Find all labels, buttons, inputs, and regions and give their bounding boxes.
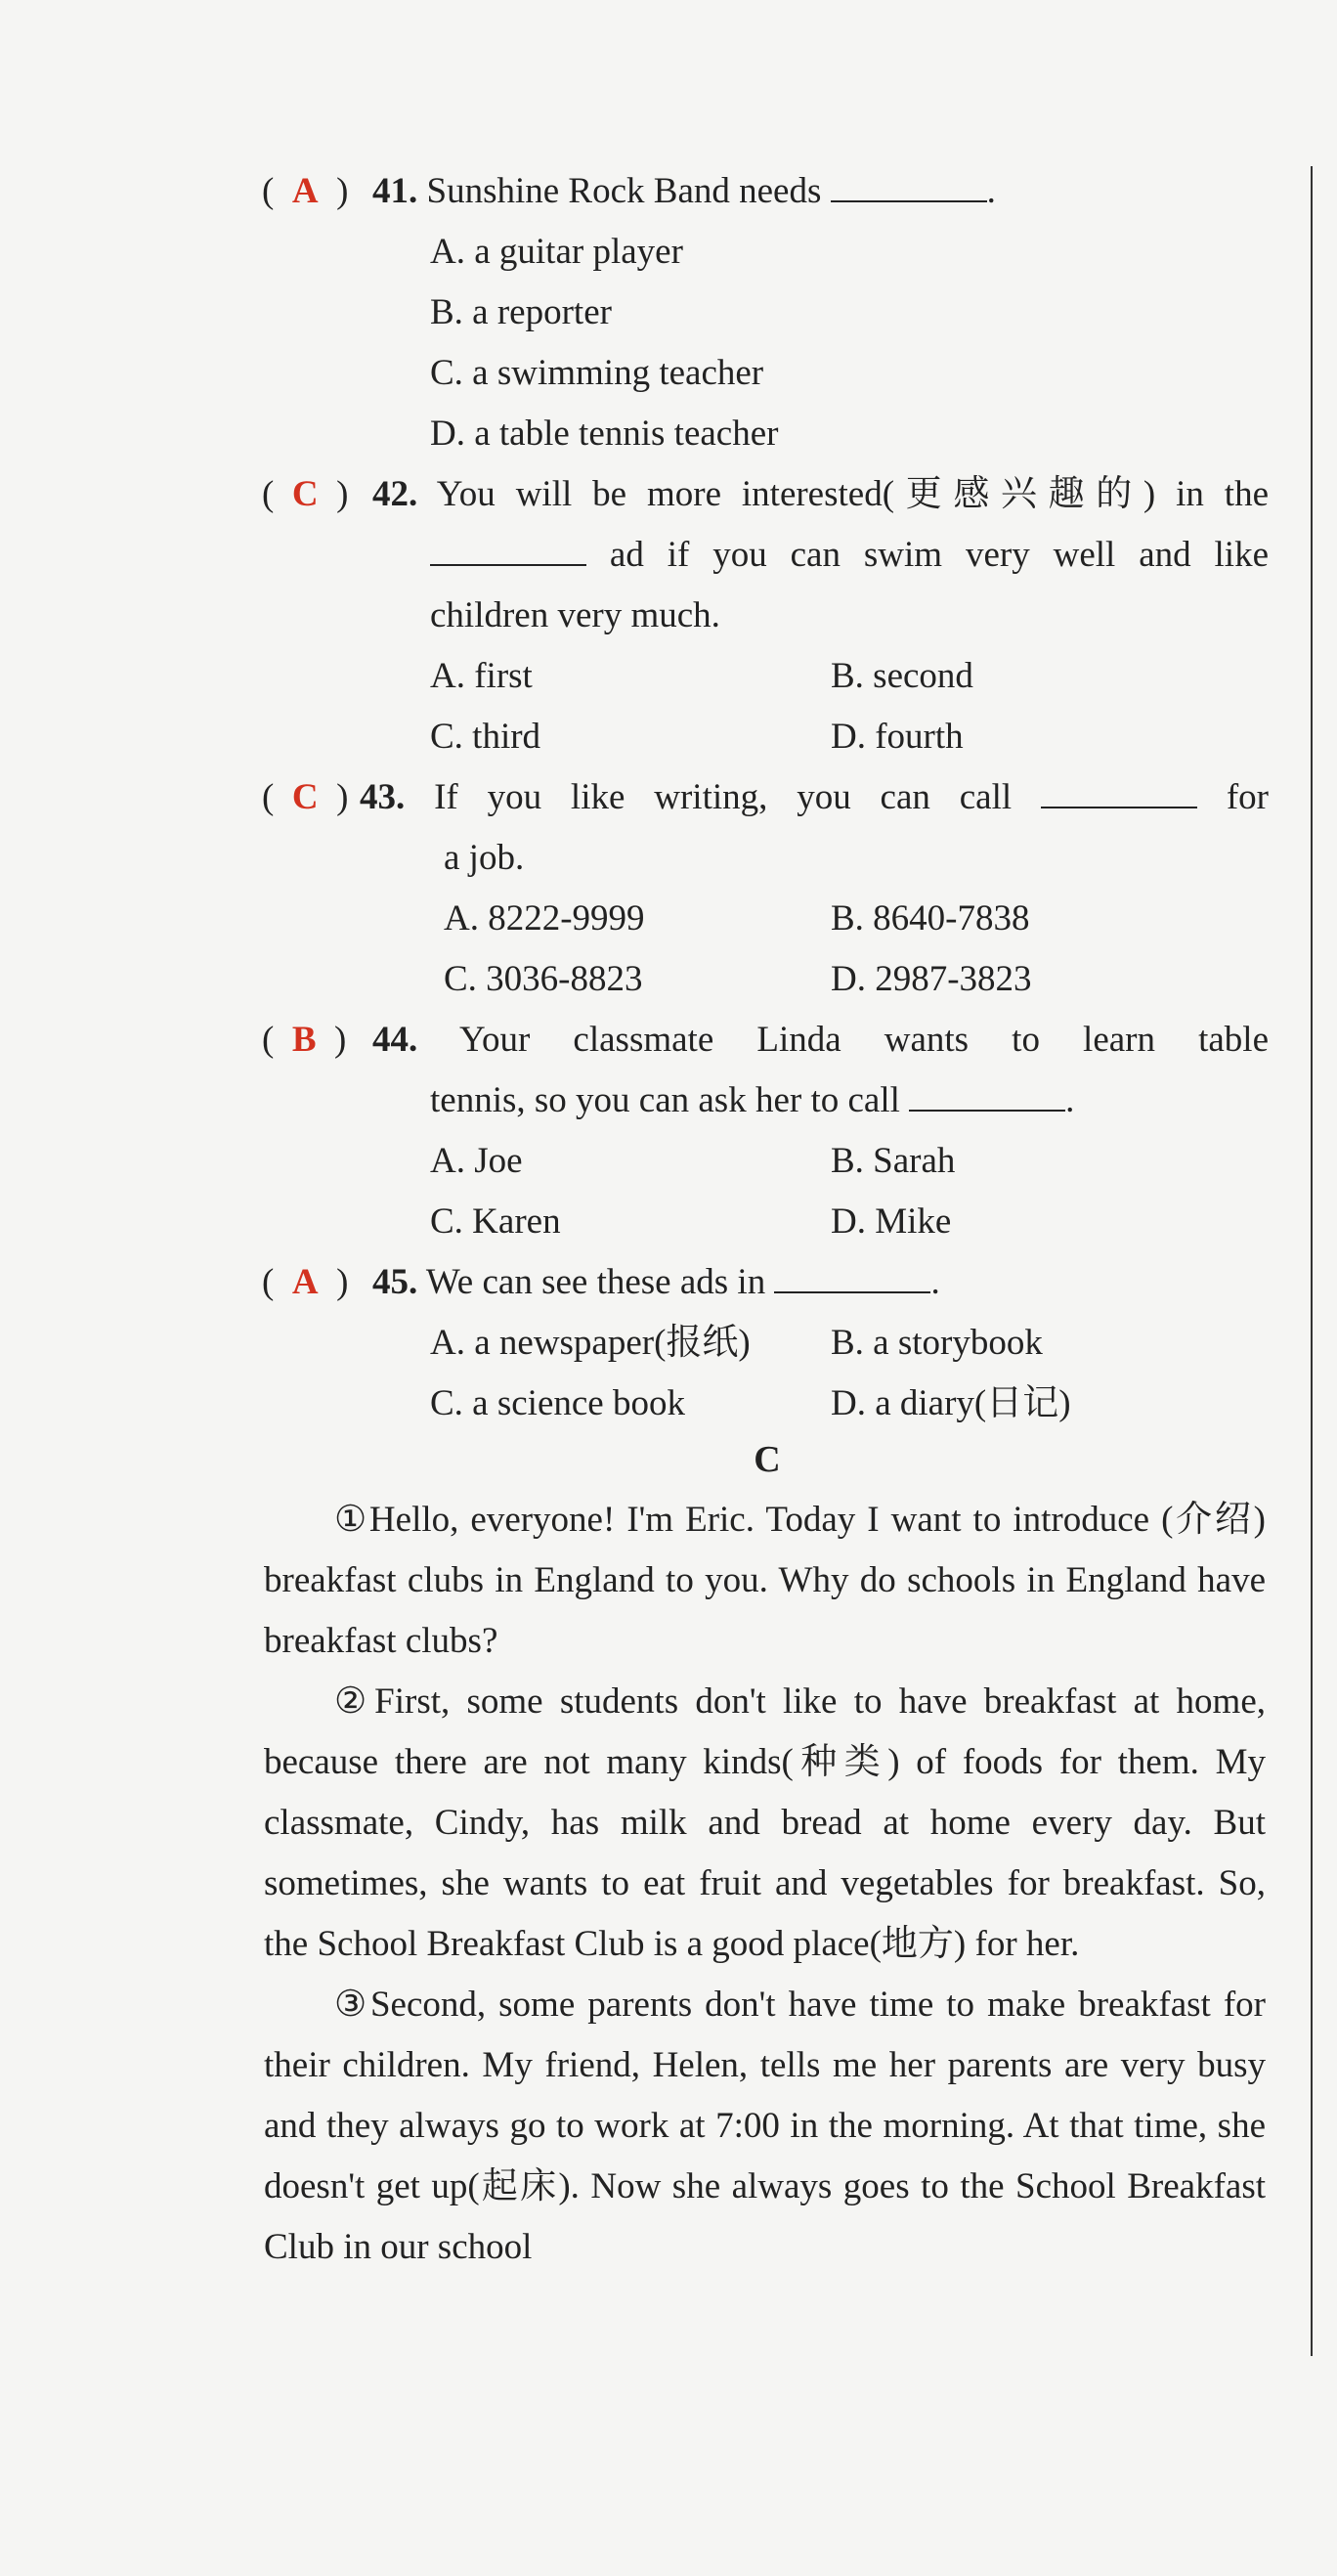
question-number: 41. bbox=[372, 171, 418, 211]
option-d: D. 2987-3823 bbox=[831, 959, 1032, 999]
question-stem: 45. We can see these ads in . bbox=[372, 1262, 940, 1302]
answer-letter: C bbox=[291, 474, 319, 514]
question-stem-line3: children very much. bbox=[430, 595, 720, 635]
option-a: A. 8222-9999 bbox=[444, 898, 645, 939]
option-c: C. 3036-8823 bbox=[444, 959, 643, 999]
answer-letter: A bbox=[291, 1262, 319, 1302]
answer-letter: C bbox=[291, 777, 319, 817]
option-c: C. Karen bbox=[430, 1201, 561, 1242]
question-stem: 41. Sunshine Rock Band needs . bbox=[372, 171, 996, 211]
question-number: 42. bbox=[372, 474, 418, 514]
answer-letter: B bbox=[291, 1020, 317, 1060]
option-d: D. a diary(日记) bbox=[831, 1383, 1071, 1423]
question-45 bbox=[262, 1252, 1269, 1438]
paragraph-3: ③Second, some parents don't have time to make breakfast for their children. My friend, Helen, tells me her parents are very busy and they always go to work at 7:00 in the morning. At that time, she doesn't get up(起床). Now she always goes to the School Breakfast Club in our school bbox=[264, 1985, 1266, 2267]
answer-bracket: ( A ) bbox=[262, 171, 349, 211]
question-stem-line1: 44. Your classmate Linda wants to learn table bbox=[372, 1020, 1269, 1060]
question-stem-line1: 42. You will be more interested(更感兴趣的) in the bbox=[372, 474, 1269, 514]
question-43 bbox=[262, 767, 1269, 1012]
option-a: A. a newspaper(报纸) bbox=[430, 1323, 751, 1363]
option-a: A. first bbox=[430, 656, 533, 696]
option-a: A. a guitar player bbox=[430, 232, 683, 272]
option-c: C. a swimming teacher bbox=[430, 353, 764, 393]
option-b: B. a storybook bbox=[831, 1323, 1043, 1363]
option-b: B. Sarah bbox=[831, 1141, 956, 1181]
answer-letter: A bbox=[291, 171, 319, 211]
answer-blank bbox=[430, 535, 586, 566]
answer-blank bbox=[1041, 777, 1197, 808]
option-b: B. 8640-7838 bbox=[831, 898, 1030, 939]
question-number: 44. bbox=[372, 1020, 418, 1060]
paragraph-1: ①Hello, everyone! I'm Eric. Today I want to introduce (介绍) breakfast clubs in England to you. Why do schools in England have breakfast clubs? bbox=[264, 1500, 1266, 1661]
answer-blank bbox=[774, 1262, 930, 1293]
question-42 bbox=[262, 464, 1269, 767]
question-stem-line1: 43. If you like writing, you can call for bbox=[360, 777, 1269, 817]
question-44 bbox=[262, 1010, 1269, 1254]
question-stem-line2: ad if you can swim very well and like bbox=[430, 525, 1269, 586]
option-b: B. second bbox=[831, 656, 973, 696]
option-c: C. third bbox=[430, 717, 541, 757]
option-c: C. a science book bbox=[430, 1383, 685, 1423]
question-number: 43. bbox=[360, 777, 406, 817]
answer-bracket: ( C ) bbox=[262, 777, 349, 817]
answer-bracket: ( B ) bbox=[262, 1020, 347, 1060]
paragraph-2: ②First, some students don't like to have breakfast at home, because there are not many kinds(种类) of foods for them. My classmate, Cindy, has milk and bread at home every day. But sometimes, she wants to eat fruit and vegetables for breakfast. So, the School Breakfast Club is a good place(地方) for her. bbox=[264, 1681, 1266, 1964]
answer-bracket: ( A ) bbox=[262, 1262, 349, 1302]
option-d: D. fourth bbox=[831, 717, 964, 757]
question-number: 45. bbox=[372, 1262, 418, 1302]
question-stem-line2: tennis, so you can ask her to call . bbox=[430, 1080, 1075, 1120]
option-a: A. Joe bbox=[430, 1141, 523, 1181]
option-d: D. Mike bbox=[831, 1201, 952, 1242]
question-41 bbox=[262, 161, 1269, 464]
answer-bracket: ( C ) bbox=[262, 474, 349, 514]
option-b: B. a reporter bbox=[430, 292, 612, 332]
reading-passage bbox=[264, 1490, 1266, 2278]
question-stem-line2: a job. bbox=[444, 838, 525, 878]
margin-rule bbox=[1311, 166, 1313, 2356]
answer-blank bbox=[909, 1080, 1065, 1112]
option-d: D. a table tennis teacher bbox=[430, 414, 779, 454]
section-heading: C bbox=[754, 1439, 781, 1480]
answer-blank bbox=[831, 171, 987, 202]
